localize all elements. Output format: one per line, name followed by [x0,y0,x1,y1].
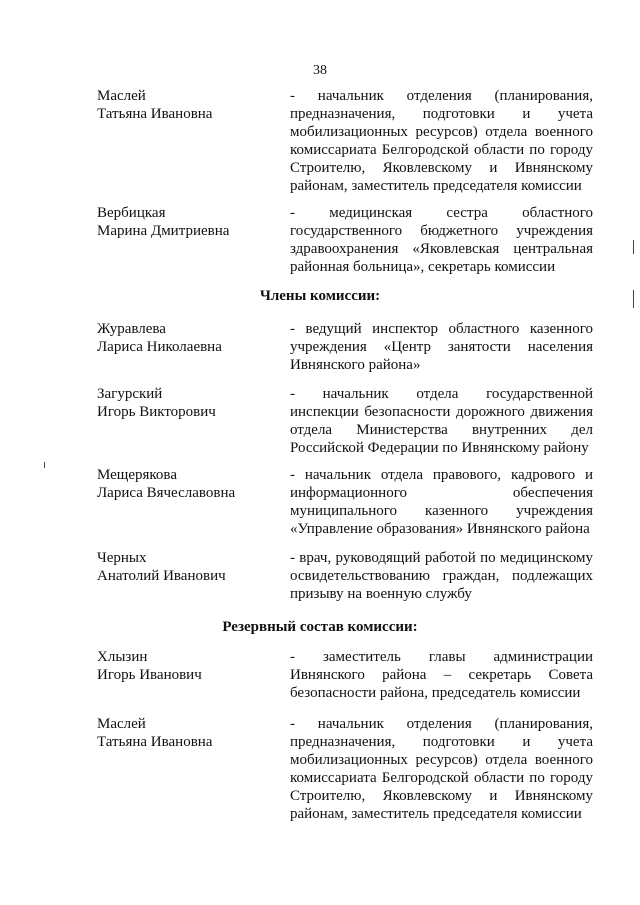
section-heading-members: Члены комиссии: [259,288,381,304]
member-name [97,204,277,240]
member-given-names: Марина Дмитриевна [97,223,230,239]
member-name [97,87,277,123]
member-name [97,320,277,356]
member-given-names: Татьяна Ивановна [97,106,213,122]
member-surname: Черных [97,550,147,566]
member-role: - начальник отдела государственной инспекции безопасности дорожного движения отдела Министерства внутренних дел Российской Федерации по Ивнянскому району [290,386,593,456]
member-surname: Хлызин [97,649,148,665]
scan-edge-mark [44,462,45,468]
member-given-names: Игорь Викторович [97,404,216,420]
member-given-names: Лариса Вячеславовна [97,485,236,501]
member-surname: Маслей [97,716,146,732]
member-given-names: Игорь Иванович [97,667,202,683]
member-role: - начальник отделения (планирования, предназначения, подготовки и учета мобилизационных ресурсов) отдела военного комиссариата Белгородской области по городу Строителю, Яковлевскому и Ивнянскому районам, заместитель председателя комиссии [290,716,593,822]
member-surname: Вербицкая [97,205,166,221]
page-number: 38 [313,63,327,78]
member-name [97,385,277,421]
member-surname: Маслей [97,88,146,104]
member-role: - врач, руководящий работой по медицинскому освидетельствованию граждан, подлежащих призыву на военную службу [290,550,593,602]
member-role: - заместитель главы администрации Ивнянского района – секретарь Совета безопасности района, председатель комиссии [290,649,593,701]
member-name [97,549,277,585]
member-surname: Мещерякова [97,467,177,483]
member-name [97,648,277,684]
member-role: - медицинская сестра областного государственного бюджетного учреждения здравоохранения «Яковлевская центральная районная больница», секретарь комиссии [290,205,593,275]
member-role: - начальник отдела правового, кадрового и информационного обеспечения муниципального казенного учреждения «Управление образования» Ивнянского района [290,467,593,537]
scan-edge-mark [633,290,634,308]
member-name [97,715,277,751]
scan-edge-mark [633,240,634,254]
member-name [97,466,277,502]
member-given-names: Татьяна Ивановна [97,734,213,750]
member-surname: Загурский [97,386,163,402]
member-role: - начальник отделения (планирования, предназначения, подготовки и учета мобилизационных ресурсов) отдела военного комиссариата Белгородской области по городу Строителю, Яковлевскому и Ивнянскому районам, заместитель председателя комиссии [290,88,593,194]
member-role: - ведущий инспектор областного казенного учреждения «Центр занятости населения Ивнянского района» [290,321,593,373]
member-given-names: Анатолий Иванович [97,568,226,584]
member-given-names: Лариса Николаевна [97,339,222,355]
section-heading-reserve: Резервный состав комиссии: [222,619,418,635]
member-surname: Журавлева [97,321,166,337]
